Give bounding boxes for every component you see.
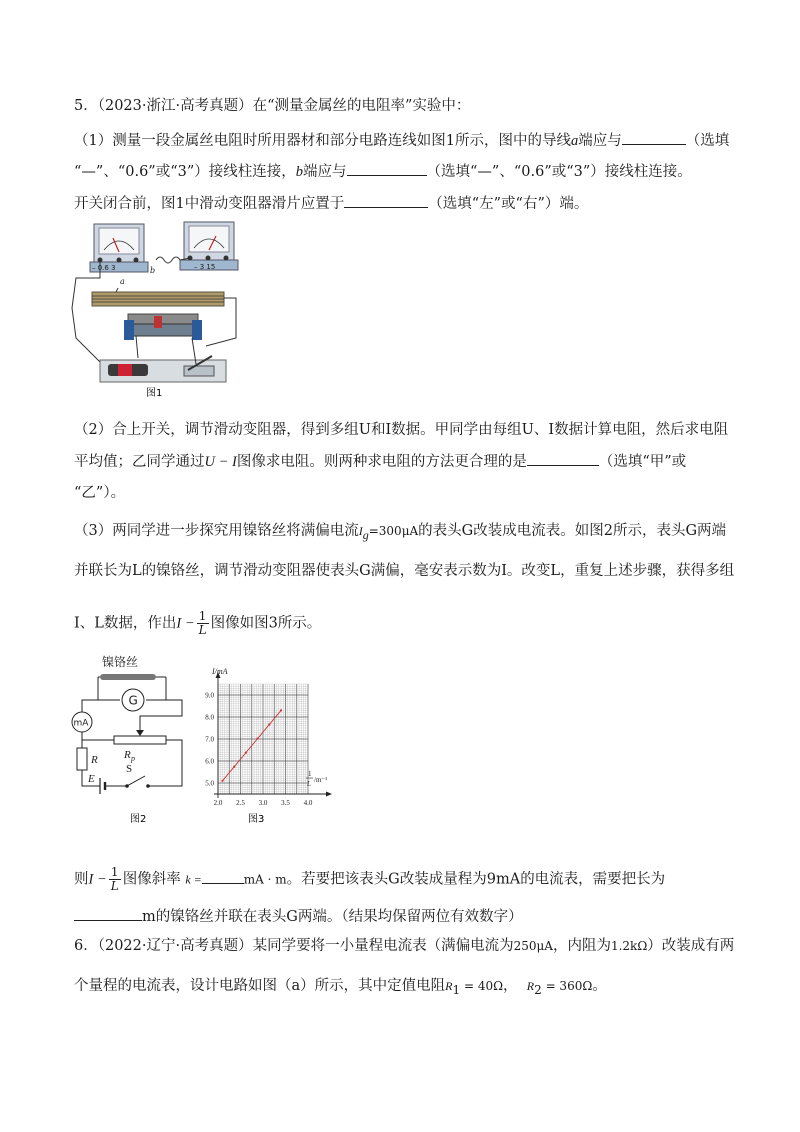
- math-i-minus: I −: [176, 615, 195, 632]
- q5-p3-line3: [74, 610, 321, 637]
- math-k: k =: [185, 872, 202, 887]
- e-label: E: [88, 773, 95, 785]
- chart-grid: [218, 684, 308, 794]
- frac-den: L: [110, 879, 119, 893]
- var-a: a: [570, 133, 579, 149]
- text: 图像求电阻。则两种求电阻的方法更合理的是: [236, 454, 527, 470]
- text: “—”、“0.6”或“3”）接线柱连接，: [74, 164, 296, 180]
- var-b: b: [295, 164, 304, 180]
- y-tick-label: 5.0: [205, 779, 214, 788]
- answer-blank-4[interactable]: [527, 451, 599, 466]
- q5-p1-line1: [74, 130, 729, 151]
- resistor-r: [77, 748, 87, 770]
- q5-p2-line1: [74, 420, 728, 440]
- rp-label: R: [124, 749, 131, 761]
- range-9ma: 9mA: [486, 871, 521, 888]
- q5-p1-line3: [74, 193, 588, 214]
- text: （3）两同学进一步探究用镍铬丝将满偏电流: [74, 523, 359, 539]
- unit-ma-m: mA · m: [243, 872, 287, 887]
- frac-num: 1: [109, 866, 121, 880]
- math-r2: R: [526, 979, 535, 993]
- math-ig: I: [358, 524, 363, 538]
- q6-line1: [74, 936, 734, 956]
- text: （选填: [685, 133, 730, 149]
- wire-a-label: a: [120, 277, 125, 286]
- milliammeter-label: mA: [73, 718, 89, 729]
- figure-3-caption: 图3: [248, 814, 265, 825]
- text: 的电流表，需要把长为: [520, 871, 666, 888]
- data-point: [245, 752, 247, 754]
- text: 端应与: [578, 133, 622, 149]
- text: 。若要把该表头G改装成量程为: [286, 871, 487, 888]
- text: 个量程的电流表，设计电路如图（a）所示，其中定值电阻: [74, 978, 446, 994]
- q5-p4-line2: [74, 906, 523, 927]
- figure-2-circuit: [70, 650, 200, 830]
- data-point: [257, 737, 259, 739]
- q5-p3-line2: [74, 561, 734, 581]
- q5-p2-line3: [74, 483, 125, 503]
- answer-blank-5[interactable]: [202, 873, 244, 884]
- switch-s-icon: [127, 776, 145, 786]
- math-r1: R: [445, 979, 453, 993]
- x-tick-label: 4.0: [303, 799, 313, 807]
- text: 并联长为L的镍铬丝，调节滑动变阻器使表头G满偏，毫安表示数为I。改变L，重复上述步骤，获得多组: [74, 563, 735, 579]
- internal-resistance: 1.2kΩ: [610, 939, 648, 953]
- text: 端应与: [303, 164, 347, 180]
- q5-header: [74, 96, 470, 116]
- text: ）改装成有两: [647, 938, 735, 954]
- figure-1-apparatus: [66, 218, 246, 398]
- answer-blank-1[interactable]: [622, 130, 686, 145]
- y-tick-label: 6.0: [205, 757, 214, 766]
- q5-p1-line2: [74, 161, 692, 182]
- x-tick-label: 3.5: [281, 799, 290, 807]
- galvanometer-label: G: [128, 693, 138, 708]
- text: 平均值；乙同学通过: [74, 454, 205, 470]
- s-label: S: [126, 763, 133, 775]
- text: m的镍铬丝并联在表头G两端。（结果均保留两位有效数字）: [142, 909, 523, 925]
- nichrome-label: 镍铬丝: [102, 655, 139, 669]
- text: （选填“—”、“0.6”或“3”）接线柱连接。: [426, 164, 692, 180]
- data-point: [268, 723, 270, 725]
- math-ig-value: =300μA: [368, 524, 419, 538]
- voltmeter-terminal-labels: – 3 15: [194, 263, 216, 271]
- math-r2-sub: 2: [534, 982, 542, 997]
- r1-value: = 40Ω: [460, 979, 504, 993]
- frac-num: 1: [197, 610, 209, 624]
- switch-icon: [184, 356, 214, 376]
- x-axis-label-unit: /m⁻¹: [314, 776, 328, 784]
- text: （选填“甲”或: [598, 454, 687, 470]
- q6-line2: [74, 976, 607, 1000]
- text: 图像如图3所示。: [210, 615, 322, 632]
- text: “乙”）。: [74, 485, 126, 501]
- rheostat-rp: [114, 736, 166, 744]
- r2-value: = 360Ω: [541, 979, 593, 993]
- text: 。: [592, 978, 607, 994]
- q5-p3-line1: [74, 521, 726, 545]
- x-tick-label: 2.0: [213, 799, 223, 807]
- text: 6．（2022·辽宁·高考真题）某同学要将一小量程电流表（满偏电流为: [74, 938, 514, 954]
- y-tick-label: 9.0: [205, 691, 214, 700]
- text: （2）合上开关，调节滑动变阻器，得到多组U和I数据。甲同学由每组U、I数据计算电阻，然后求电阻: [74, 422, 729, 438]
- math-r1-sub: 1: [452, 982, 461, 997]
- q5-p2-line2: [74, 451, 686, 472]
- text: （1）测量一段金属丝电阻时所用器材和部分电路连线如图1所示，图中的导线: [74, 133, 571, 149]
- figure-2-caption: 图2: [130, 814, 147, 825]
- y-axis-label: I/mA: [212, 667, 228, 676]
- answer-blank-6[interactable]: [74, 906, 142, 921]
- text: 的表头G改装成电流表。如图2所示，表头G两端: [418, 523, 727, 539]
- fraction-1-over-l: [197, 610, 209, 637]
- figure-1-caption: 图1: [146, 388, 163, 398]
- text: 开关闭合前，图1中滑动变阻器滑片应置于: [74, 196, 345, 212]
- text: ，: [503, 978, 518, 994]
- figure-3-graph: [196, 664, 346, 826]
- text: I、L数据，作出: [74, 615, 177, 632]
- y-tick-label: 7.0: [205, 735, 214, 744]
- math-sub-g: g: [362, 527, 369, 542]
- y-tick-label: 8.0: [205, 713, 214, 722]
- math-i-minus: I −: [88, 871, 107, 888]
- fraction-1-over-l-2: [109, 866, 121, 893]
- nichrome-wire: [100, 674, 156, 680]
- full-scale-current: 250μA: [513, 939, 553, 953]
- x-axis-label-den: L: [307, 780, 311, 788]
- rp-sub-label: p: [131, 754, 135, 763]
- q5-p4-line1: [74, 866, 665, 893]
- frac-den: L: [198, 623, 207, 637]
- wire-b-label: b: [150, 266, 156, 275]
- x-axis-arrow: [326, 792, 332, 797]
- answer-blank-3[interactable]: [344, 193, 428, 208]
- data-point: [221, 780, 223, 782]
- r-label: R: [91, 754, 98, 766]
- text: 图像斜率: [122, 871, 181, 888]
- text: 则: [74, 871, 89, 888]
- data-point: [233, 766, 235, 768]
- text: （选填“左”或“右”）端。: [428, 196, 589, 212]
- x-tick-label: 3.0: [258, 799, 268, 807]
- data-point: [280, 709, 282, 711]
- x-axis-label-num: 1: [308, 770, 312, 778]
- text: ，内阻为: [552, 938, 611, 954]
- x-tick-label: 2.5: [236, 799, 245, 807]
- ammeter-terminal-labels: – 0.6 3: [92, 264, 116, 272]
- q5-header-text: 5．（2023·浙江·高考真题）在“测量金属丝的电阻率”实验中：: [74, 98, 471, 114]
- math-u-i: U − I: [204, 454, 237, 470]
- answer-blank-2[interactable]: [347, 161, 427, 176]
